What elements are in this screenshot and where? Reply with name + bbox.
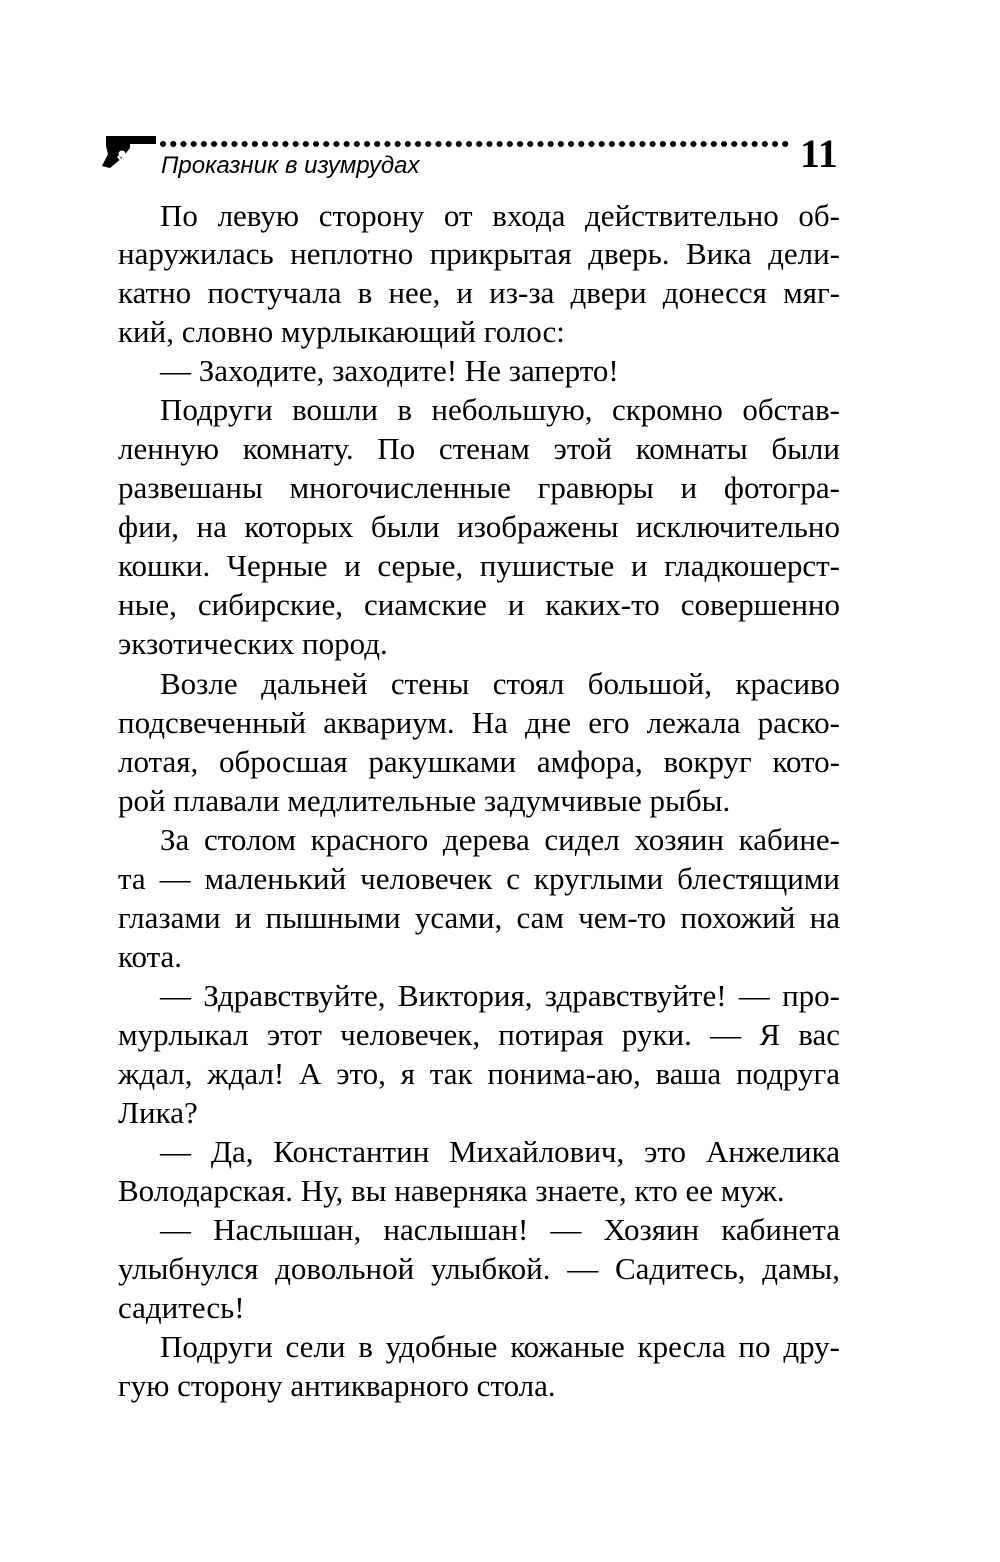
text-line: За столом красного дерева сидел хозяин кабине-	[160, 822, 840, 857]
text-line: Лика?	[118, 1095, 198, 1130]
text-line: кошки. Черные и серые, пушистые и гладкошерст-	[118, 548, 840, 583]
text-line: кота.	[118, 939, 183, 974]
text-line: — Здравствуйте, Виктория, здравствуйте! — про-	[160, 978, 840, 1013]
text-line: садитесь!	[118, 1290, 245, 1325]
text-line: экзотических пород.	[118, 626, 388, 661]
text-line: — Наслышан, наслышан! — Хозяин кабинета	[160, 1212, 840, 1247]
revolver-icon	[100, 132, 160, 172]
text-line: ные, сибирские, сиамские и каких-то совершенно	[118, 587, 840, 622]
text-line: По левую сторону от входа действительно об-	[160, 198, 840, 233]
text-line: Володарская. Ну, вы наверняка знаете, кто ее муж.	[118, 1173, 785, 1208]
text-line: Подруги вошли в небольшую, скромно обстав-	[160, 392, 840, 427]
text-line: Подруги сели в удобные кожаные кресла по дру-	[160, 1329, 840, 1364]
text-line: наружилась неплотно прикрытая дверь. Вика дели-	[118, 236, 840, 271]
text-line: кий, словно мурлыкающий голос:	[118, 314, 565, 349]
text-line: подсвеченный аквариум. На дне его лежала раско-	[118, 705, 840, 740]
text-line: фии, на которых были изображены исключительно	[118, 509, 840, 544]
running-title: Проказник в изумрудах	[161, 152, 420, 179]
text-line: — Заходите, заходите! Не заперто!	[160, 353, 619, 388]
header-dotted-rule	[160, 140, 790, 148]
text-line: развешаны многочисленные гравюры и фотогра-	[118, 470, 840, 505]
text-line: катно постучала в нее, и из-за двери донесся мяг-	[118, 275, 840, 310]
text-line: глазами и пышными усами, сам чем-то похожий на	[118, 900, 840, 935]
text-line: та — маленький человечек с круглыми блестящими	[118, 861, 840, 896]
text-line: ждал, ждал! А это, я так понима-аю, ваша подруга	[118, 1056, 840, 1091]
text-line: ленную комнату. По стенам этой комнаты были	[118, 431, 840, 466]
text-line: — Да, Константин Михайлович, это Анжелика	[160, 1134, 840, 1169]
text-line: улыбнулся довольной улыбкой. — Садитесь, дамы,	[118, 1251, 840, 1286]
text-line: Возле дальней стены стоял большой, красиво	[160, 666, 840, 701]
text-line: лотая, обросшая ракушками амфора, вокруг кото-	[118, 744, 840, 779]
text-line: гую сторону антикварного стола.	[118, 1368, 556, 1403]
page-number: 11	[800, 131, 838, 176]
text-line: мурлыкал этот человечек, потирая руки. — Я вас	[118, 1017, 840, 1052]
text-line: рой плавали медлительные задумчивые рыбы.	[118, 783, 731, 818]
